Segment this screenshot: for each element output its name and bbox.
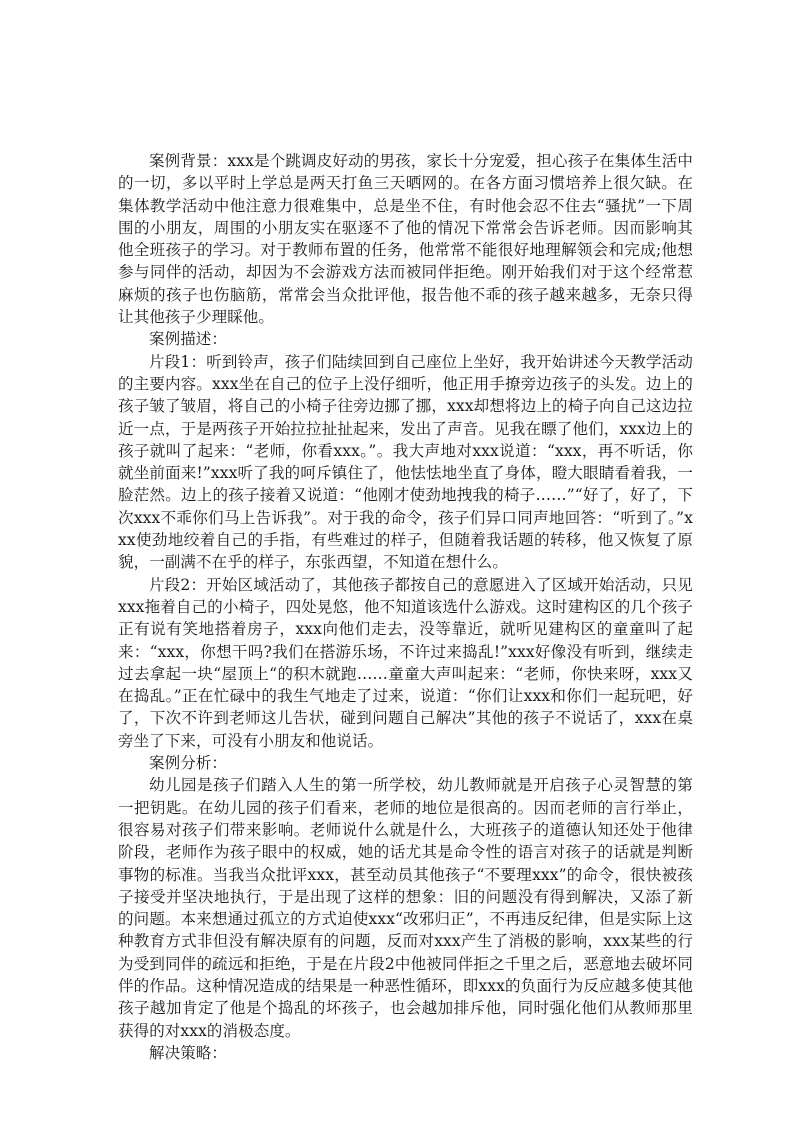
paragraph-episode-2: 片段2：开始区域活动了，其他孩子都按自己的意愿进入了区域开始活动，只见xxx拖着自己的小椅子，四处晃悠，他不知道该选什么游戏。这时建构区的几个孩子正有说有笑地搭着房子，xxx向他们走去，没等靠近，就听见建构区的童童叫了起来：“xxx，你想干吗?我们在搭游乐场，不许过来捣乱!”xxx好像没有听到，继续走过去拿起一块“屋顶上“的积木就跑……童童大声叫起来：“老师，你快来呀，xxx又在捣乱。”正在忙碌中的我生气地走了过来，说道：“你们让xxx和你们一起玩吧，好了，下次不许到老师这儿告状，碰到问题自己解决”其他的孩子不说话了，xxx在桌旁坐了下来，可没有小朋友和他说话。: [118, 575, 693, 750]
heading-solution-strategy: 解决策略：: [149, 1043, 228, 1062]
heading-case-description: 案例描述：: [149, 330, 228, 349]
document-body: [118, 150, 693, 1064]
paragraph-episode-1: 片段1：听到铃声，孩子们陆续回到自己座位上坐好，我开始讲述今天教学活动的主要内容。xxx坐在自己的位子上没仔细听，他正用手撩旁边孩子的头发。边上的孩子皱了皱眉，将自己的小椅子往旁边挪了挪，xxx却想将边上的椅子向自己这边拉近一点，于是两孩子开始拉拉扯扯起来，发出了声音。见我在瞟了他们，xxx边上的孩子就叫了起来：“老师，你看xxx。”。我大声地对xxx说道：“xxx，再不听话，你就坐前面来!”xxx听了我的呵斥镇住了，他怯怯地坐直了身体，瞪大眼睛看着我，一脸茫然。边上的孩子接着又说道：“他刚才使劲地拽我的椅子……”“好了，好了，下次xxx不乖你们马上告诉我”。对于我的命令，孩子们异口同声地回答：“听到了。”xxx使劲地绞着自己的手指，有些难过的样子，但随着我话题的转移，他又恢复了原貌，一副满不在乎的样子，东张西望，不知道在想什么。: [118, 352, 693, 572]
paragraph-case-background: 案例背景：xxx是个跳调皮好动的男孩，家长十分宠爱，担心孩子在集体生活中的一切，多以平时上学总是两天打鱼三天晒网的。在各方面习惯培养上很欠缺。在集体教学活动中他注意力很难集中，总是坐不住，有时他会忍不住去“骚扰”一下周围的小朋友，周围的小朋友实在驱逐不了他的情况下常常会告诉老师。因而影响其他全班孩子的学习。对于教师布置的任务，他常常不能很好地理解领会和完成;他想参与同伴的活动，却因为不会游戏方法而被同伴拒绝。刚开始我们对于这个经常惹麻烦的孩子也伤脑筋，常常会当众批评他，报告他不乖的孩子越来越多，无奈只得让其他孩子少理睬他。: [118, 152, 693, 327]
heading-case-analysis: 案例分析：: [149, 754, 228, 773]
paragraph-analysis: 幼儿园是孩子们踏入人生的第一所学校，幼儿教师就是开启孩子心灵智慧的第一把钥匙。在幼儿园的孩子们看来，老师的地位是很高的。因而老师的言行举止，很容易对孩子们带来影响。老师说什么就是什么，大班孩子的道德认知还处于他律阶段，老师作为孩子眼中的权威，她的话尤其是命令性的语言对孩子的话就是判断事物的标准。当我当众批评xxx，甚至动员其他孩子“不要理xxx”的命令，很快被孩子接受并坚决地执行，于是出现了这样的想象：旧的问题没有得到解决，又添了新的问题。本来想通过孤立的方式迫使xxx“改邪归正”，不再违反纪律，但是实际上这种教育方式非但没有解决原有的问题，反而对xxx产生了消极的影响，xxx某些的行为受到同伴的疏远和拒绝，于是在片段2中他被同伴拒之千里之后，恶意地去破坏同伴的作品。这种情况造成的结果是一种恶性循环，即xxx的负面行为反应越多使其他孩子越加肯定了他是个捣乱的坏孩子，也会越加排斥他，同时强化他们从教师那里获得的对xxx的消极态度。: [118, 776, 693, 1040]
